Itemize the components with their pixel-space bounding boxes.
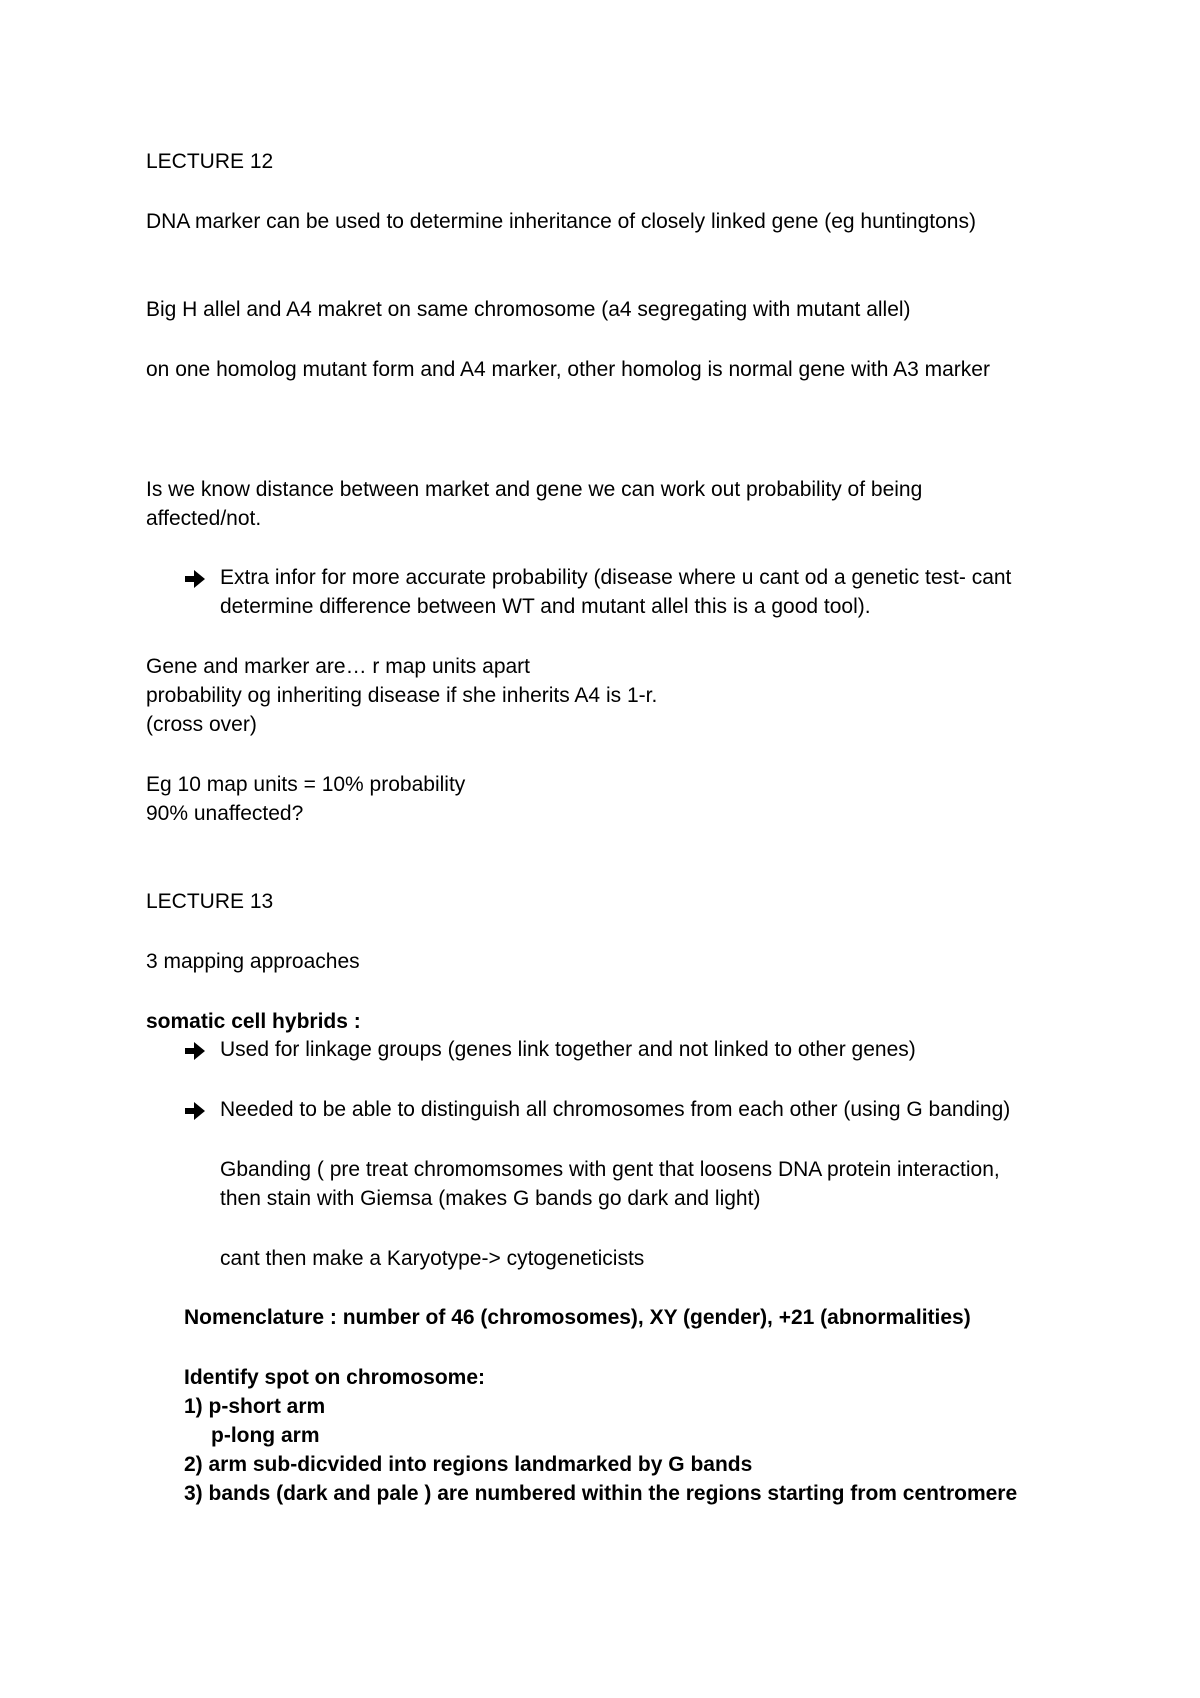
paragraph-karyotype: cant then make a Karyotype-> cytogeneticists: [220, 1247, 645, 1270]
paragraph-distance-line2: affected/not.: [146, 507, 262, 530]
bullet-extra-info-line2: determine difference between WT and mutant allel this is a good tool).: [220, 595, 871, 618]
bullet-distinguish-chromosomes: Needed to be able to distinguish all chromosomes from each other (using G banding): [220, 1098, 1011, 1121]
paragraph-gbanding-line2: then stain with Giemsa (makes G bands go dark and light): [220, 1187, 761, 1210]
arrow-bullet-icon: [184, 1041, 206, 1061]
bullet-linkage-groups: Used for linkage groups (genes link together and not linked to other genes): [220, 1038, 916, 1061]
paragraph-map-units-line3: (cross over): [146, 713, 257, 736]
paragraph-nomenclature: Nomenclature : number of 46 (chromosomes), XY (gender), +21 (abnormalities): [184, 1306, 971, 1329]
paragraph-map-units-line2: probability og inheriting disease if she inherits A4 is 1-r.: [146, 684, 658, 707]
subheading-somatic-cell-hybrids: somatic cell hybrids :: [146, 1010, 361, 1033]
paragraph-example-line1: Eg 10 map units = 10% probability: [146, 773, 466, 796]
arrow-bullet-icon: [184, 569, 206, 589]
paragraph-mapping-approaches: 3 mapping approaches: [146, 950, 360, 973]
list-item-regions: 2) arm sub-dicvided into regions landmarked by G bands: [184, 1453, 753, 1476]
lecture-12-heading: LECTURE 12: [146, 150, 274, 173]
paragraph-gbanding-line1: Gbanding ( pre treat chromomsomes with gent that loosens DNA protein interaction,: [220, 1158, 1000, 1181]
list-item-long-arm: p-long arm: [211, 1424, 320, 1447]
paragraph-dna-marker: DNA marker can be used to determine inheritance of closely linked gene (eg huntingtons): [146, 210, 976, 233]
bullet-extra-info-line1: Extra infor for more accurate probability (disease where u cant od a genetic test- cant: [220, 566, 1012, 589]
list-item-short-arm: 1) p-short arm: [184, 1395, 326, 1418]
paragraph-example-line2: 90% unaffected?: [146, 802, 304, 825]
paragraph-big-h-allel: Big H allel and A4 makret on same chromosome (a4 segregating with mutant allel): [146, 298, 911, 321]
paragraph-map-units-line1: Gene and marker are… r map units apart: [146, 655, 531, 678]
arrow-bullet-icon: [184, 1101, 206, 1121]
list-item-bands: 3) bands (dark and pale ) are numbered within the regions starting from centromere: [184, 1482, 1018, 1505]
paragraph-distance-line1: Is we know distance between market and gene we can work out probability of being: [146, 478, 923, 501]
lecture-13-heading: LECTURE 13: [146, 890, 274, 913]
subheading-identify-spot: Identify spot on chromosome:: [184, 1366, 486, 1389]
paragraph-homolog: on one homolog mutant form and A4 marker, other homolog is normal gene with A3 marker: [146, 358, 990, 381]
